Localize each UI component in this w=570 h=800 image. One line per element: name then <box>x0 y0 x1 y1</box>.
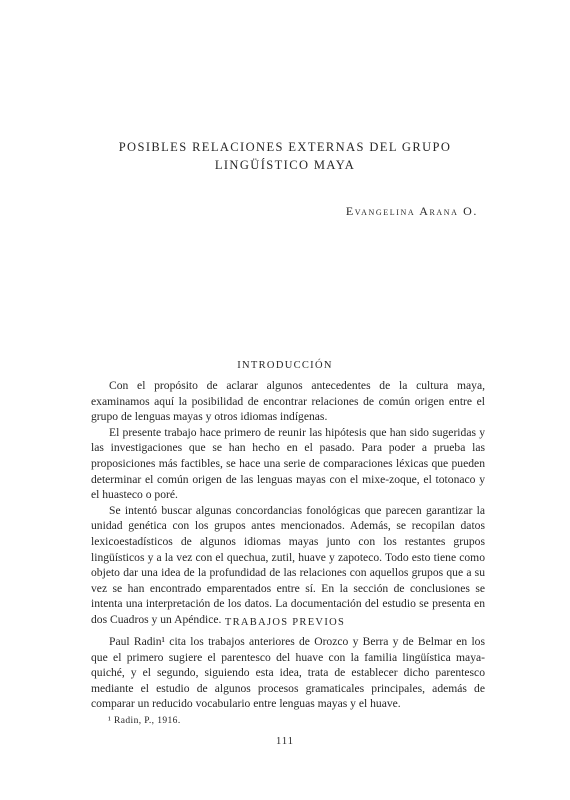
article-title-line-2: LINGÜÍSTICO MAYA <box>214 158 356 172</box>
author-name: Evangelina Arana O. <box>345 204 478 218</box>
section-heading-introduction: INTRODUCCIÓN <box>237 360 333 371</box>
paragraph: Paul Radin¹ cita los trabajos anteriores de Orozco y Berra y de Belmar en los que el primero sugiere el parentesco del huave con la familia lingüística maya-quiché, y el segundo, siguiendo esta idea, trata de establecer dicho parentesco mediante el estudio de algunos procesos gramaticales principales, además de comparar un reducido vocabulario entre lenguas mayas y el huave. <box>91 635 485 711</box>
previous-work-body <box>91 634 485 712</box>
paragraph: El presente trabajo hace primero de reunir las hipótesis que han sido sugeridas y las investigaciones que se han hecho en el pasado. Para poder a prueba las proposiciones más factibles, se hace una serie de comparaciones léxicas que pueden determinar el común origen de las lenguas mayas con el mixe-zoque, el totonaco y el huasteco o poré. <box>91 425 485 502</box>
section-heading-previous-work: TRABAJOS PREVIOS <box>224 617 346 628</box>
footnote: ¹ Radin, P., 1916. <box>108 716 181 726</box>
page-number: 111 <box>276 736 294 747</box>
paragraph: Con el propósito de aclarar algunos antecedentes de la cultura maya, examinamos aquí la posibilidad de encontrar relaciones de común origen entre el grupo de lenguas mayas y otros idiomas indígenas. <box>91 379 485 424</box>
article-title-line-1: POSIBLES RELACIONES EXTERNAS DEL GRUPO <box>118 140 452 154</box>
paragraph: Se intentó buscar algunas concordancias fonológicas que parecen garantizar la unidad genética con los grupos antes mencionados. Además, se recopilan datos lexicoestadísticos de algunos idiomas mayas junto con los restantes grupos lingüísticos y a la vez con el quechua, zutil, huave y zapoteco. Todo esto tiene como objeto dar una idea de la profundidad de las relaciones con aquellos grupos que a su vez se han encontrado emparentados entre sí. En la sección de conclusiones se intenta una interpretación de los datos. La documentación del estudio se presenta en dos Cuadros y un Apéndice. <box>91 503 485 626</box>
introduction-body <box>91 378 485 628</box>
